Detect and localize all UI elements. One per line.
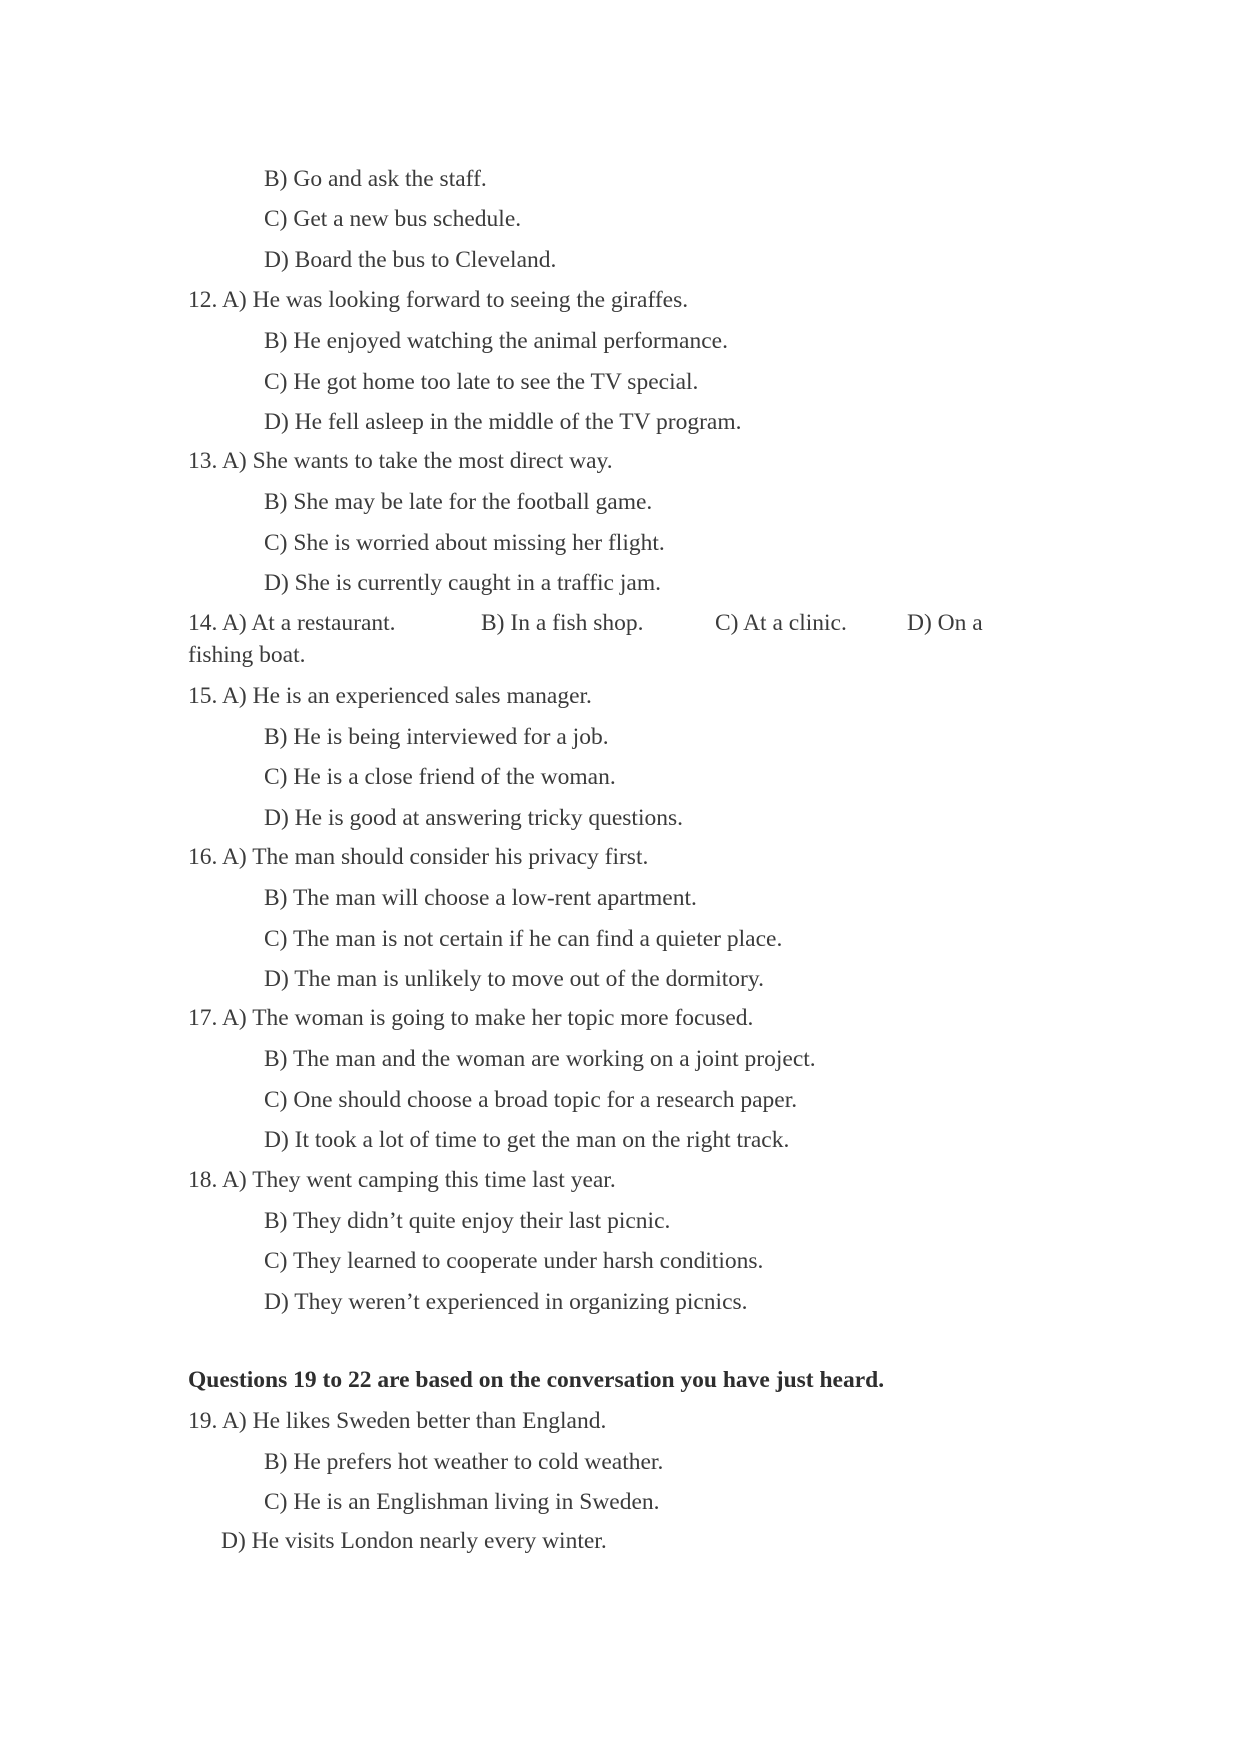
- question-15-option-a: 15. A) He is an experienced sales manager.: [188, 683, 592, 709]
- section-heading: Questions 19 to 22 are based on the conversation you have just heard.: [188, 1367, 885, 1393]
- question-16-option-a: 16. A) The man should consider his privacy first.: [188, 844, 649, 870]
- option-17d: D) It took a lot of time to get the man on the right track.: [264, 1127, 790, 1153]
- option-14c: C) At a clinic.: [715, 610, 847, 636]
- option-12d: D) He fell asleep in the middle of the TV program.: [264, 409, 742, 435]
- question-14-option-a: 14. A) At a restaurant.: [188, 610, 396, 636]
- option-19d: D) He visits London nearly every winter.: [221, 1528, 607, 1554]
- option-14d: D) On a: [907, 610, 983, 636]
- option-15c: C) He is a close friend of the woman.: [264, 764, 616, 790]
- option-11c: C) Get a new bus schedule.: [264, 206, 522, 232]
- option-19c: C) He is an Englishman living in Sweden.: [264, 1489, 660, 1515]
- option-14d-continuation: fishing boat.: [188, 642, 306, 668]
- option-13c: C) She is worried about missing her flight.: [264, 530, 665, 556]
- option-11d: D) Board the bus to Cleveland.: [264, 247, 557, 273]
- question-17-option-a: 17. A) The woman is going to make her topic more focused.: [188, 1005, 754, 1031]
- option-12c: C) He got home too late to see the TV special.: [264, 369, 699, 395]
- option-15b: B) He is being interviewed for a job.: [264, 724, 609, 750]
- option-16c: C) The man is not certain if he can find a quieter place.: [264, 926, 783, 952]
- question-14-row: [188, 612, 1008, 638]
- option-13b: B) She may be late for the football game.: [264, 489, 653, 515]
- question-12-option-a: 12. A) He was looking forward to seeing the giraffes.: [188, 287, 689, 313]
- option-16b: B) The man will choose a low-rent apartment.: [264, 885, 697, 911]
- option-13d: D) She is currently caught in a traffic jam.: [264, 570, 661, 596]
- option-17b: B) The man and the woman are working on a joint project.: [264, 1046, 816, 1072]
- option-17c: C) One should choose a broad topic for a research paper.: [264, 1087, 798, 1113]
- question-19-option-a: 19. A) He likes Sweden better than England.: [188, 1408, 607, 1434]
- option-11b: B) Go and ask the staff.: [264, 166, 487, 192]
- question-18-option-a: 18. A) They went camping this time last year.: [188, 1167, 616, 1193]
- option-16d: D) The man is unlikely to move out of the dormitory.: [264, 966, 764, 992]
- question-13-option-a: 13. A) She wants to take the most direct way.: [188, 448, 613, 474]
- option-14b: B) In a fish shop.: [481, 610, 644, 636]
- option-15d: D) He is good at answering tricky questions.: [264, 805, 684, 831]
- option-18d: D) They weren’t experienced in organizing picnics.: [264, 1289, 748, 1315]
- option-19b: B) He prefers hot weather to cold weather.: [264, 1449, 664, 1475]
- option-12b: B) He enjoyed watching the animal performance.: [264, 328, 728, 354]
- option-18b: B) They didn’t quite enjoy their last picnic.: [264, 1208, 671, 1234]
- option-18c: C) They learned to cooperate under harsh conditions.: [264, 1248, 764, 1274]
